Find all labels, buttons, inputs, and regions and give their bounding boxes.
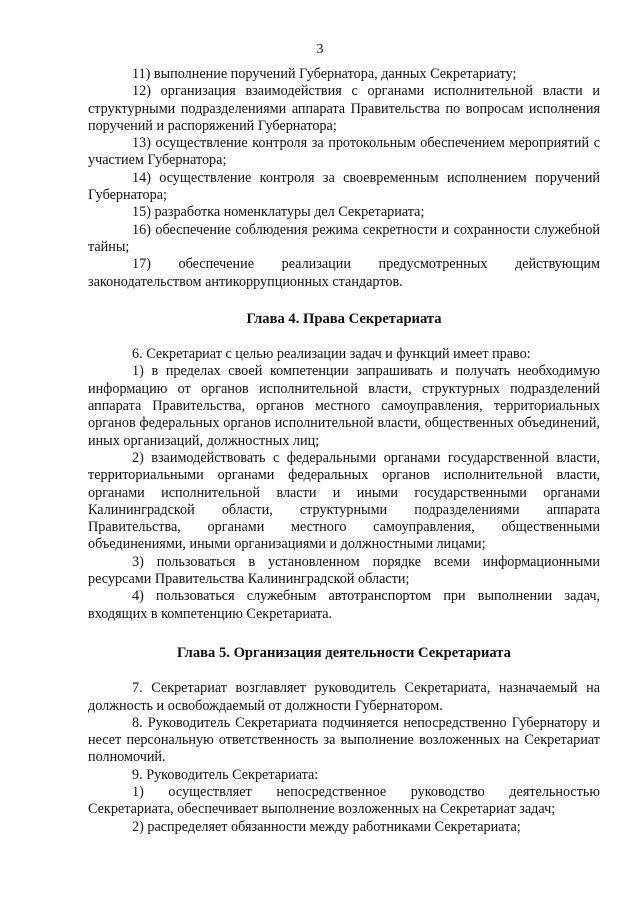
chapter-4-intro: 6. Секретариат с целью реализации задач и функций имеет право: bbox=[132, 346, 531, 363]
chapter-5-heading: Глава 5. Организация деятельности Секретариата bbox=[177, 644, 511, 661]
list-item: 11) выполнение поручений Губернатора, данных Секретариату; bbox=[132, 66, 517, 82]
list-item: 12) организация взаимодействия с органами исполнительной власти и структурными подразделениями аппарата Правительства по вопросам исполнения поручений и распоряжений Губернатора; bbox=[88, 83, 600, 134]
rights-item: 3) пользоваться в установленном порядке всеми информационными ресурсами Правительства Калининградской области; bbox=[88, 553, 600, 588]
organization-paragraph: 1) осуществляет непосредственное руководство деятельностью Секретариата, обеспечивает выполнение возложенных на Секретариат задач; bbox=[88, 783, 600, 818]
list-item: 15) разработка номенклатуры дел Секретариата; bbox=[132, 204, 425, 221]
page-number: 3 bbox=[316, 42, 324, 57]
organization-paragraph: 2) распределяет обязанности между работниками Секретариата; bbox=[132, 818, 521, 835]
chapter-4-heading: Глава 4. Права Секретариата bbox=[246, 310, 442, 327]
list-item: 17) обеспечение реализации предусмотренных действующим законодательством антикоррупционных стандартов. bbox=[88, 256, 600, 290]
rights-item: 2) взаимодействовать с федеральными органами государственной власти, территориальными органами федеральных органов исполнительной власти, органами исполнительной власти и иными государственными органами Калининградской области, структурными подразделениями аппарата Правительства, органами местного самоуправления, общественными объединениями, иными организациями и должностными лицами; bbox=[88, 449, 600, 553]
organization-paragraph: 9. Руководитель Секретариата: bbox=[132, 766, 319, 783]
list-item: 16) обеспечение соблюдения режима секретности и сохранности служебной тайны; bbox=[88, 221, 600, 255]
rights-item: 4) пользоваться служебным автотранспортом при выполнении задач, входящих в компетенцию Секретариата. bbox=[88, 588, 600, 622]
rights-item: 1) в пределах своей компетенции запрашивать и получать необходимую информацию от органов исполнительной власти, структурных подразделений аппарата Правительства, органов местного самоуправления, территориальных органов федеральных органов исполнительной власти, общественных объединений, иных организаций, должностных лиц; bbox=[88, 363, 600, 449]
organization-paragraph: 8. Руководитель Секретариата подчиняется непосредственно Губернатору и несет персональную ответственность за выполнение возложенных на Секретариат полномочий. bbox=[88, 714, 600, 766]
document-body bbox=[88, 66, 600, 836]
list-item: 14) осуществление контроля за своевременным исполнением поручений Губернатора; bbox=[88, 169, 600, 204]
organization-paragraph: 7. Секретариат возглавляет руководитель Секретариата, назначаемый на должность и освобождаемый от должности Губернатором. bbox=[88, 680, 600, 714]
list-item: 13) осуществление контроля за протокольным обеспечением мероприятий с участием Губернатора; bbox=[88, 135, 600, 169]
